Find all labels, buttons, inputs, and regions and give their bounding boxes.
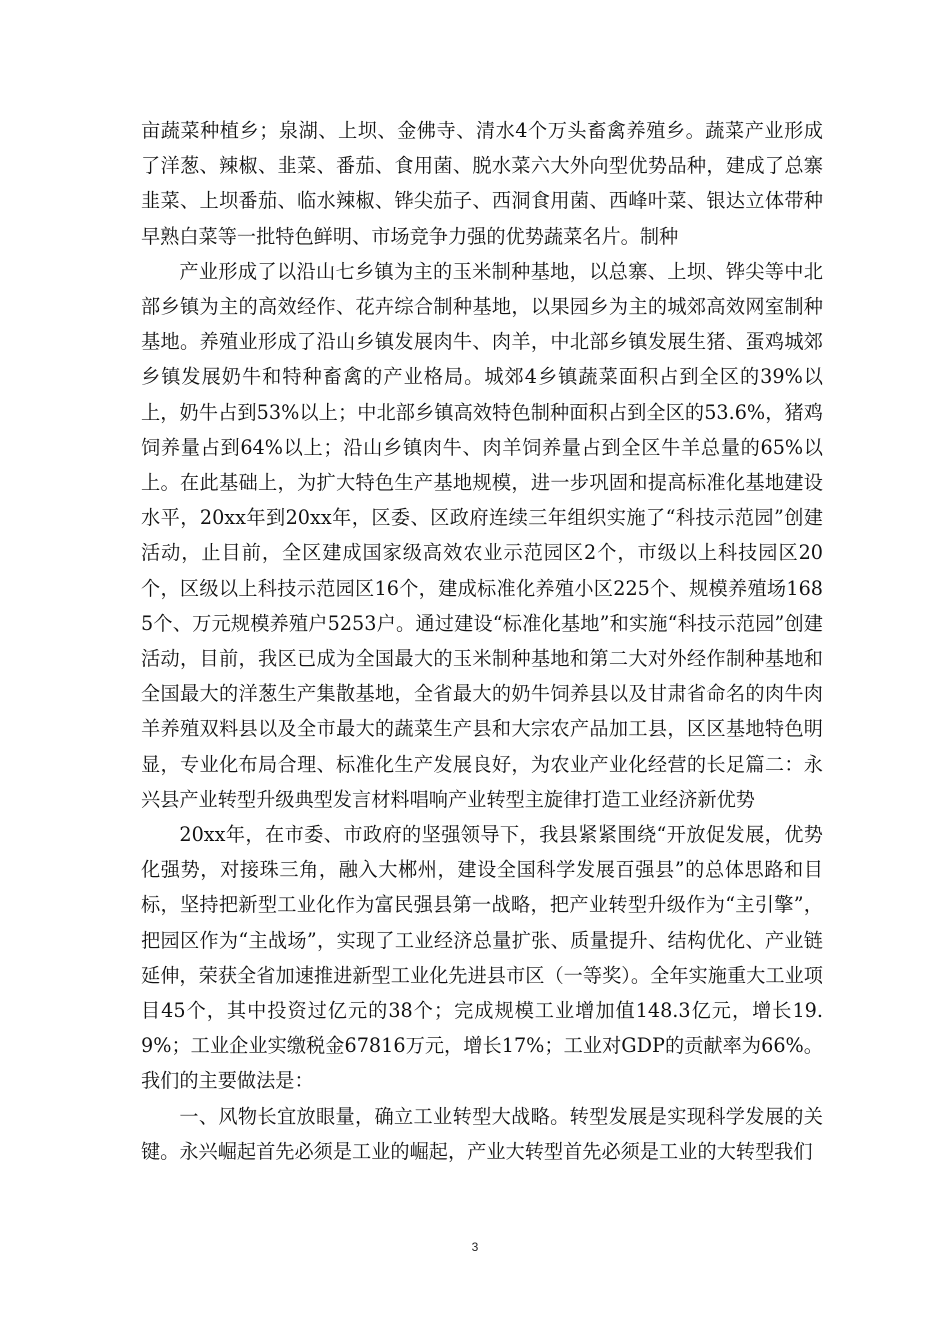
paragraph-3: 20xx年，在市委、市政府的坚强领导下，我县紧紧围绕“开放促发展，优势化强势，对接珠三角，融入大郴州，建设全国科学发展百强县”的总体思路和目标，坚持把新型工业化作为富民强县第一战略，把产业转型升级作为“主引擎”，把园区作为“主战场”，实现了工业经济总量扩张、质量提升、结构优化、产业链延伸，荣获全省加速推进新型工业化先进县市区（一等奖）。全年实施重大工业项目45个，其中投资过亿元的38个；完成规模工业增加值148.3亿元，增长19.9%；工业企业实缴税金67816万元，增长17%；工业对GDP的贡献率为66%。我们的主要做法是： (141, 823, 823, 1093)
paragraph-2: 产业形成了以沿山七乡镇为主的玉米制种基地，以总寨、上坝、铧尖等中北部乡镇为主的高效经作、花卉综合制种基地，以果园乡为主的城郊高效网室制种基地。养殖业形成了沿山乡镇发展肉牛、肉羊，中北部乡镇发展生猪、蛋鸡城郊乡镇发展奶牛和特种畜禽的产业格局。城郊4乡镇蔬菜面积占到全区的39%以上，奶牛占到53%以上；中北部乡镇高效特色制种面积占到全区的53.6%，猪鸡饲养量占到64%以上；沿山乡镇肉牛、肉羊饲养量占到全区牛羊总量的65%以上。在此基础上，为扩大特色生产基地规模，进一步巩固和提高标准化基地建设水平，20xx年到20xx年，区委、区政府连续三年组织实施了“科技示范园”创建活动，止目前，全区建成国家级高效农业示范园区2个，市级以上科技园区20个，区级以上科技示范园区16个，建成标准化养殖小区225个、规模养殖场1685个、万元规模养殖户5253户。通过建设“标准化基地”和实施“科技示范园”创建活动，目前，我区已成为全国最大的玉米制种基地和第二大对外经作制种基地和全国最大的洋葱生产集散基地，全省最大的奶牛饲养县以及甘肃省命名的肉牛肉羊养殖双料县以及全市最大的蔬菜生产县和大宗农产品加工县，区区基地特色明显，专业化布局合理、标准化生产发展良好，为农业产业化经营的长足篇二：永兴县产业转型升级典型发言材料唱响产业转型主旋律打造工业经济新优势 (141, 259, 823, 811)
body-text (141, 113, 823, 1169)
page-number: 3 (471, 1240, 479, 1254)
paragraph-4: 一、风物长宜放眼量，确立工业转型大战略。转型发展是实现科学发展的关键。永兴崛起首先必须是工业的崛起，产业大转型首先必须是工业的大转型我们 (141, 1104, 823, 1163)
paragraph-1: 亩蔬菜种植乡；泉湖、上坝、金佛寺、清水4个万头畜禽养殖乡。蔬菜产业形成了洋葱、辣椒、韭菜、番茄、食用菌、脱水菜六大外向型优势品种，建成了总寨韭菜、上坝番茄、临水辣椒、铧尖茄子、西洞食用菌、西峰叶菜、银达立体带种早熟白菜等一批特色鲜明、市场竞争力强的优势蔬菜名片。制种 (141, 119, 823, 248)
